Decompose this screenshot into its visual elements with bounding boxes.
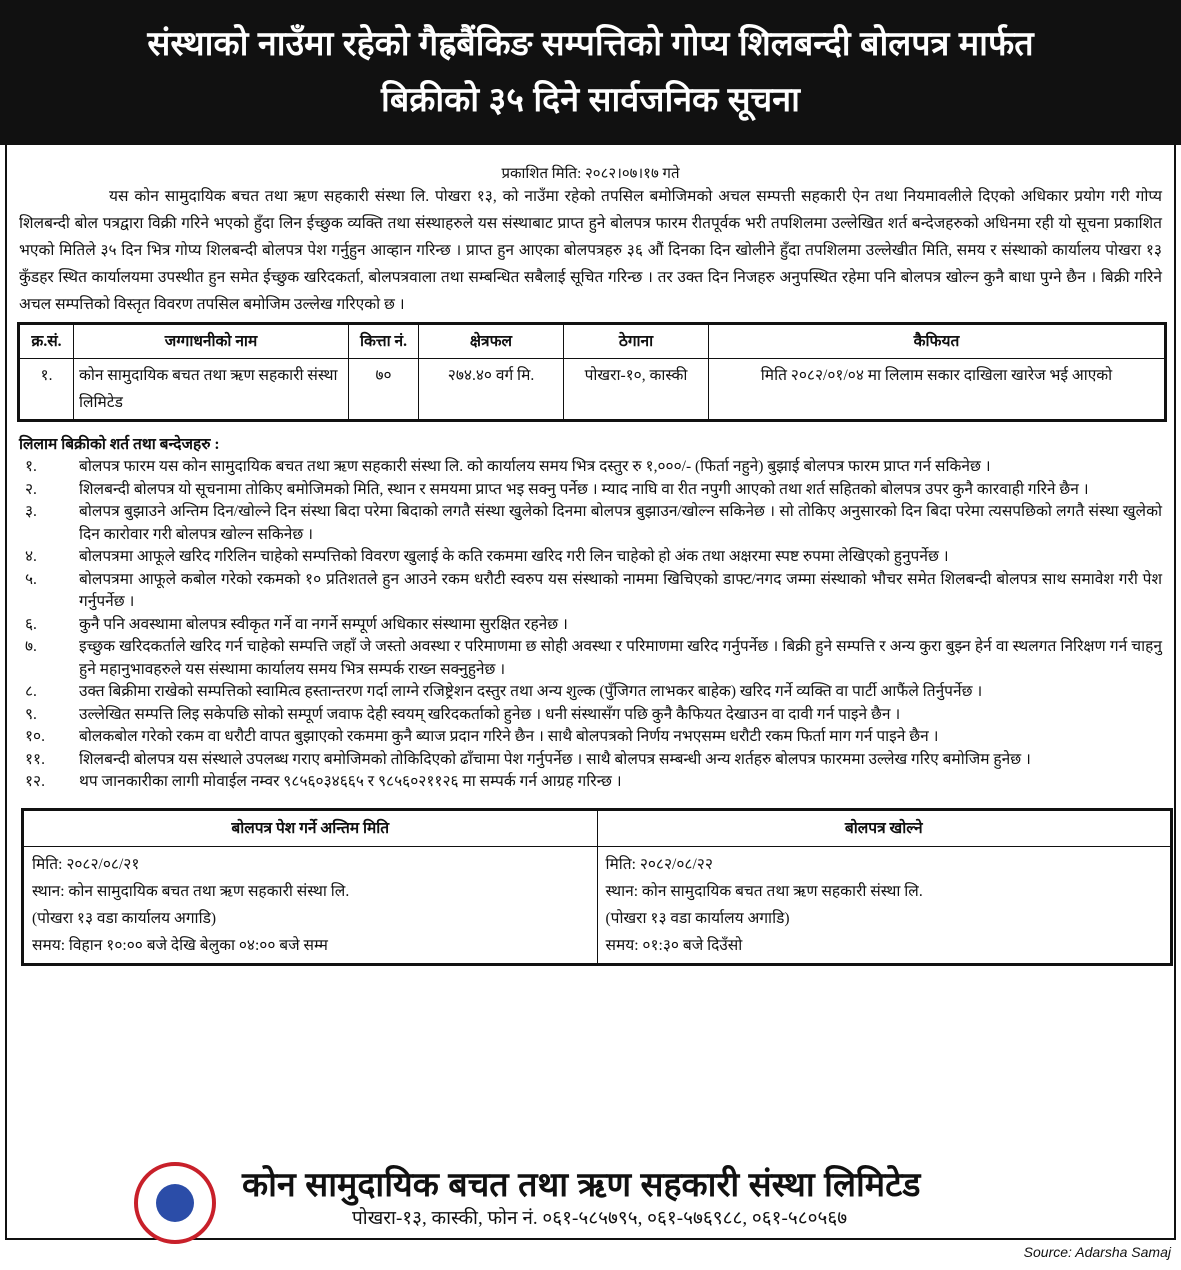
condition-item — [7, 479, 1174, 502]
schedule-line: समय: विहान १०:०० बजे देखि बेलुका ०४:०० बजे सम्म — [32, 936, 328, 954]
intro-paragraph: यस कोन सामुदायिक बचत तथा ऋण सहकारी संस्था लि. पोखरा १३, को नाउँमा रहेको तपसिल बमोजिमको अचल सम्पत्ती सहकारी ऐन तथा नियमावलीले दिएको अधिकार प्रयोग गरी गोप्य शिलबन्दी बोल पत्रद्वारा विक्री गरिने भएको हुँदा लिन ईच्छुक व्यक्ति तथा संस्थाहरुले यस संस्थाबाट प्राप्त हुने बोलपत्र फारम रीतपूर्वक भरी तपशिलमा उल्लेखित शर्त बन्देजहरुको अधिनमा रही यो सूचना प्रकाशित भएको मितिले ३५ दिन भित्र गोप्य शिलबन्दी बोलपत्र पेश गर्नुहुन आव्हान गरिन्छ । प्राप्त हुन आएका बोलपत्रहरु ३६ औं दिनका दिन खोलीने हुँदा तपशिलमा उल्लेखीत मिति, समय र संस्थाको कार्यालय पोखरा १३ कुँडहर स्थित कार्यालयमा उपस्थीत हुन समेत ईच्छुक खरिदकर्ता, बोलपत्रवाला तथा सम्बन्धित सबैलाई सूचित गरिन्छ । तर उक्त दिन निजहरु अनुपस्थित रहेमा पनि बोलपत्र खोल्न कुनै बाधा पुग्ने छैन । बिक्री गरिने अचल सम्पत्तिको विस्तृत विवरण तपसिल बमोजिम उल्लेख गरिएको छ । — [19, 188, 1162, 313]
condition-text: बोलपत्र बुझाउने अन्तिम दिन/खोल्ने दिन संस्था बिदा परेमा बिदाको लगतै संस्था खुलेको दिनमा बोलपत्र बुझाउन/खोल्न सकिनेछ । सो तोकिए अनुसारको दिन बिदा परेमा त्यसपछिको लगतै संस्था खुलेको दिन कारोवार गरी बोलपत्र खोल्न सकिनेछ । — [79, 503, 1162, 543]
organization-logo — [134, 1162, 216, 1244]
condition-item — [7, 569, 1174, 614]
condition-text: इच्छुक खरिदकर्ताले खरिद गर्न चाहेको सम्पत्ति जहाँ जे जस्तो अवस्था र परिमाणमा छ सोही अवस्था र परिमाणमा खरिद गर्नुपर्नेछ । बिक्री हुने सम्पत्ति र अन्य कुरा बुझ्न हेर्न वा स्थलगत निरिक्षण गर्न चाहनु हुने महानुभावहरुले यस संस्थामा कार्यालय समय भित्र सम्पर्क राख्न सक्नुहुनेछ । — [79, 638, 1162, 678]
table-header: क्षेत्रफल — [419, 324, 564, 359]
table-header: ठेगाना — [564, 324, 709, 359]
table-header: कैफियत — [709, 324, 1166, 359]
condition-number: २. — [25, 480, 37, 498]
table-cell: पोखरा-१०, कास्की — [564, 359, 709, 421]
submit-heading: बोलपत्र पेश गर्ने अन्तिम मिति — [23, 809, 598, 846]
table-header: जग्गाधनीको नाम — [74, 324, 349, 359]
schedule-line: मिति: २०८२/०८/२१ — [32, 855, 140, 873]
title-line-2: बिक्रीको ३५ दिने सार्वजनिक सूचना — [381, 81, 800, 119]
condition-number: ९. — [25, 705, 37, 723]
condition-item — [7, 456, 1174, 479]
condition-text: बोलपत्र फारम यस कोन सामुदायिक बचत तथा ऋण सहकारी संस्था लि. को कार्यालय समय भित्र दस्तुर रु १,०००/- (फिर्ता नहुने) बुझाई बोलपत्र फारम प्राप्त गर्न सकिनेछ । — [79, 458, 991, 475]
notice-body — [5, 145, 1176, 1240]
schedule-table — [21, 808, 1173, 966]
notice-header — [0, 0, 1181, 145]
table-header: कित्ता नं. — [349, 324, 419, 359]
condition-item — [7, 749, 1174, 772]
condition-item — [7, 681, 1174, 704]
condition-number: ११. — [25, 750, 45, 768]
conditions-title: लिलाम बिक्रीको शर्त तथा बन्देजहरु : — [19, 436, 220, 453]
condition-item — [7, 704, 1174, 727]
table-cell: ७० — [349, 359, 419, 421]
schedule-line: स्थान: कोन सामुदायिक बचत तथा ऋण सहकारी संस्था लि. — [32, 882, 350, 900]
condition-item — [7, 636, 1174, 681]
schedule-line: स्थान: कोन सामुदायिक बचत तथा ऋण सहकारी संस्था लि. — [605, 882, 923, 900]
condition-number: ५. — [25, 570, 37, 588]
table-cell: मिति २०८२/०१/०४ मा लिलाम सकार दाखिला खारेज भई आएको — [709, 359, 1166, 421]
table-cell: कोन सामुदायिक बचत तथा ऋण सहकारी संस्था लिमिटेड — [74, 359, 349, 421]
organization-address: पोखरा-१३, कास्की, फोन नं. ०६१-५८५७९५, ०६१-५७६९८८, ०६१-५८०५६७ — [352, 1208, 848, 1229]
condition-item — [7, 501, 1174, 546]
condition-text: उक्त बिक्रीमा राखेको सम्पत्तिको स्वामित्व हस्तान्तरण गर्दा लाग्ने रजिष्ट्रेशन दस्तुर तथा अन्य शुल्क (पुँजिगत लाभकर बाहेक) खरिद गर्ने व्यक्ति वा पार्टी आफैंले तिर्नुपर्नेछ । — [79, 683, 983, 700]
condition-text: शिलबन्दी बोलपत्र यस संस्थाले उपलब्ध गराए बमोजिमको तोकिदिएको ढाँचामा पेश गर्नुपर्नेछ । साथै बोलपत्र सम्बन्धी अन्य शर्तहरु बोलपत्र फारममा उल्लेख गरिए बमोजिम हुनेछ । — [79, 750, 1031, 768]
submit-details — [23, 846, 598, 964]
published-date: प्रकाशित मिति: २०८२।०७।१७ गते — [501, 166, 680, 182]
condition-number: १०. — [25, 728, 45, 745]
condition-item — [7, 546, 1174, 569]
condition-item — [7, 771, 1174, 794]
table-row — [19, 359, 1166, 421]
condition-item — [7, 726, 1174, 749]
condition-number: ६. — [25, 615, 37, 633]
condition-text: बोलकबोल गरेको रकम वा धरौटी वापत बुझाएको रकममा कुनै ब्याज प्रदान गरिने छैन । साथै बोलपत्रको निर्णय नभएसम्म धरौटी रकम फिर्ता माग गर्न पाइने छैन । — [79, 728, 939, 745]
table-cell: १. — [19, 359, 74, 421]
condition-number: ७. — [25, 638, 37, 655]
condition-text: थप जानकारीका लागी मोवाईल नम्वर ९८५६०३४६६५ र ९८५६०२११२६ मा सम्पर्क गर्न आग्रह गरिन्छ । — [79, 773, 622, 790]
open-details — [597, 846, 1172, 964]
schedule-line: (पोखरा १३ वडा कार्यालय अगाडि) — [605, 909, 790, 927]
schedule-line: समय: ०१:३० बजे दिउँसो — [605, 936, 743, 954]
title-line-1: संस्थाको नाउँमा रहेको गैह्रबैंकिङ सम्पत्तिको गोप्य शिलबन्दी बोलपत्र मार्फत — [147, 25, 1034, 63]
condition-number: १२. — [25, 773, 45, 790]
condition-number: ४. — [25, 548, 37, 565]
condition-number: ८. — [25, 683, 37, 700]
condition-text: बोलपत्रमा आफूले कबोल गरेको रकमको १० प्रतिशतले हुन आउने रकम धरौटी स्वरुप यस संस्थाको नाममा खिचिएको डाफ्ट/नगद जम्मा संस्थाको भौचर समेत शिलबन्दी बोलपत्र साथ समावेश गरी पेश गर्नुपर्नेछ । — [79, 570, 1162, 610]
organization-name: कोन सामुदायिक बचत तथा ऋण सहकारी संस्था लिमिटेड — [242, 1166, 921, 1204]
table-cell: २७४.४० वर्ग मि. — [419, 359, 564, 421]
schedule-line: मिति: २०८२/०८/२२ — [605, 855, 713, 873]
table-header: क्र.सं. — [19, 324, 74, 359]
condition-text: बोलपत्रमा आफूले खरिद गरिलिन चाहेको सम्पत्तिको विवरण खुलाई के कति रकममा खरिद गरी लिन चाहेको हो अंक तथा अक्षरमा स्पष्ट रुपमा लेखिएको हुनुपर्नेछ । — [79, 548, 949, 565]
schedule-line: (पोखरा १३ वडा कार्यालय अगाडि) — [32, 909, 217, 927]
condition-item — [7, 614, 1174, 637]
condition-text: शिलबन्दी बोलपत्र यो सूचनामा तोकिए बमोजिमको मिति, स्थान र समयमा प्राप्त भइ सक्नु पर्नेछ । म्याद नाघि वा रीत नपुगी आएको तथा शर्त सहितको बोलपत्र उपर कुनै कारवाही गरिने छैन । — [79, 480, 1089, 498]
condition-text: उल्लेखित सम्पत्ति लिइ सकेपछि सोको सम्पूर्ण जवाफ देही स्वयम् खरिदकर्ताको हुनेछ । धनी संस्थासँग पछि कुनै कैफियत देखाउन वा दावी गर्न पाइने छैन । — [79, 705, 901, 723]
condition-number: १. — [25, 458, 37, 475]
property-table — [17, 322, 1167, 422]
open-heading: बोलपत्र खोल्ने — [597, 809, 1172, 846]
conditions-list — [7, 456, 1174, 794]
condition-text: कुनै पनि अवस्थामा बोलपत्र स्वीकृत गर्ने वा नगर्ने सम्पूर्ण अधिकार संस्थामा सुरक्षित रहनेछ । — [79, 615, 568, 633]
condition-number: ३. — [25, 503, 37, 520]
source-credit: Source: Adarsha Samaj — [1023, 1244, 1171, 1260]
